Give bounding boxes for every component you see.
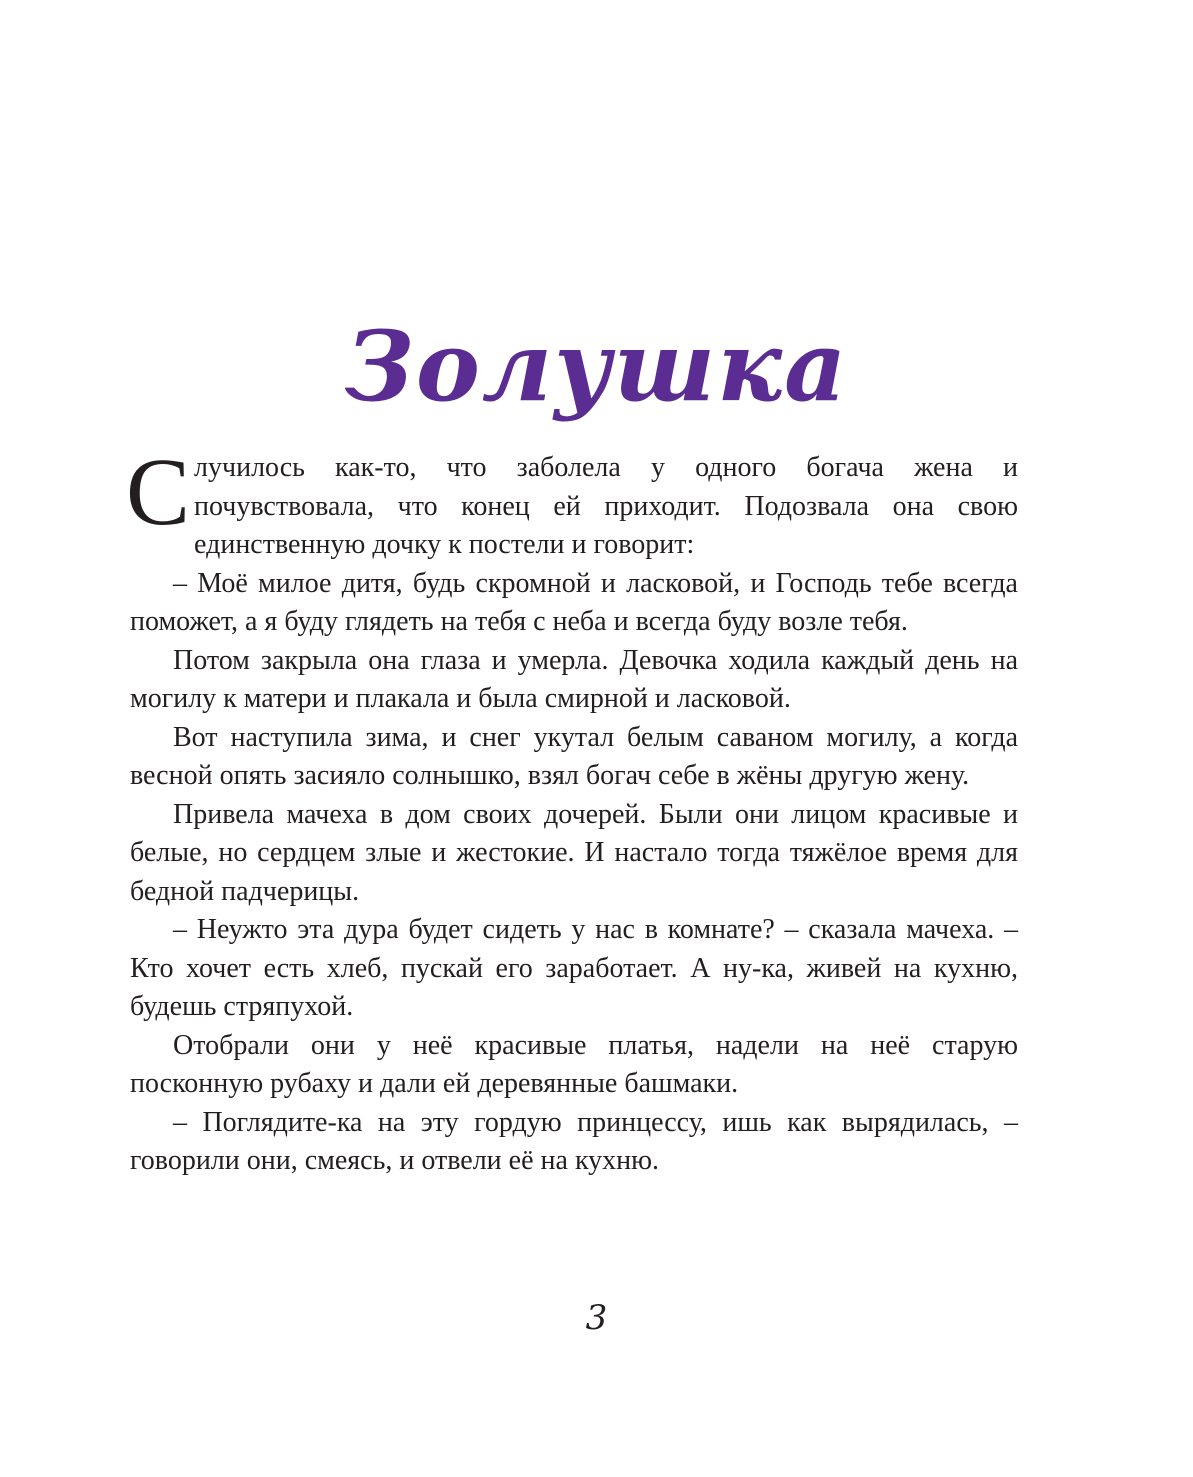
paragraph-4: Вот наступила зима, и снег укутал белым саваном могилу, а когда весной опять засияло солнышко, взял богач себе в жёны другую жену. — [130, 721, 1018, 791]
paragraph-6: – Неужто эта дура будет сидеть у нас в комнате? – сказала мачеха. – Кто хочет есть хлеб, пускай его заработает. А ну-ка, живей на кухню, будешь стряпухой. — [130, 914, 1018, 1022]
paragraph-8: – Поглядите-ка на эту гордую принцессу, ишь как вырядилась, – говорили они, смеясь, и отвели её на кухню. — [130, 1106, 1018, 1176]
story-text — [126, 438, 1018, 1181]
paragraph-3: Потом закрыла она глаза и умерла. Девочка ходила каждый день на могилу к матери и плакала и была смирной и ласковой. — [130, 644, 1018, 714]
paragraph-1-text: лучилось как-то, что заболела у одного богача жена и почувствовала, что конец ей приходит. Подозвала она свою единственную дочку к постели и говорит: — [194, 452, 1018, 560]
paragraph-5: Привела мачеха в дом своих дочерей. Были они лицом красивые и белые, но сердцем злые и жестокие. И настало тогда тяжёлое время для бедной падчерицы. — [130, 798, 1018, 907]
paragraph-2: – Моё милое дитя, будь скромной и ласковой, и Господь тебе всегда поможет, а я буду глядеть на тебя с неба и всегда буду возле тебя. — [130, 567, 1018, 637]
page-number: 3 — [585, 1298, 608, 1338]
drop-cap: С — [126, 438, 191, 545]
paragraph-1 — [126, 438, 1018, 565]
page-title: Золушка — [344, 310, 849, 423]
paragraph-7: Отобрали они у неё красивые платья, надели на неё старую посконную рубаху и дали ей деревянные башмаки. — [130, 1029, 1018, 1099]
